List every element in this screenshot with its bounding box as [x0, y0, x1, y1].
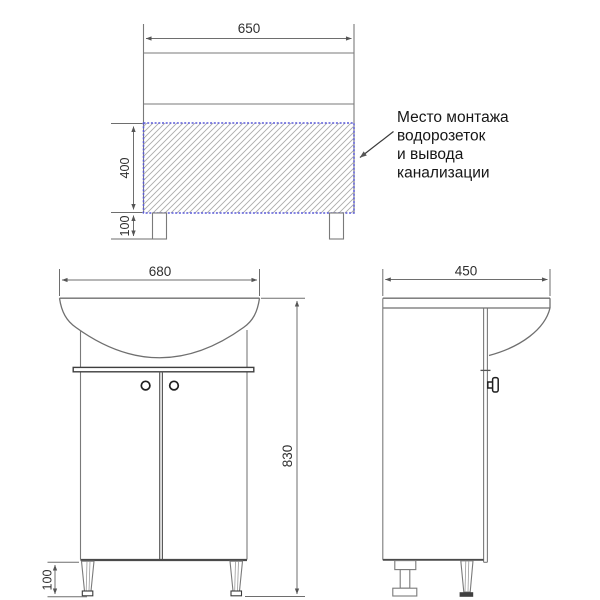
annotation-line-1: Место монтажа	[397, 109, 509, 126]
dim-installation-width	[146, 21, 352, 39]
dim-front-width	[60, 264, 260, 296]
dim-front-height	[245, 298, 305, 596]
cabinet-side	[383, 298, 491, 562]
front-leg-right	[230, 561, 243, 596]
dim-label-400: 400	[118, 157, 132, 179]
installation-leg-left	[153, 213, 167, 239]
washbasin-side-curve	[489, 308, 550, 356]
side-leg-front	[460, 561, 474, 597]
dim-label-680: 680	[148, 264, 172, 279]
front-rail	[73, 367, 254, 371]
washbasin-front	[60, 298, 260, 358]
dim-label-830: 830	[280, 444, 295, 468]
dim-label-450: 450	[454, 263, 478, 279]
door-knob-right	[170, 381, 179, 390]
counter-side	[383, 298, 550, 355]
annotation-line-2: водорозеток	[397, 127, 486, 145]
dim-side-depth	[383, 264, 550, 297]
dim-installation-zone-height	[111, 124, 143, 213]
annotation-text	[397, 109, 509, 182]
door-knob-left	[141, 381, 150, 390]
dim-installation-leg-height	[111, 216, 152, 240]
side-view	[383, 264, 550, 597]
leader-arrow	[360, 132, 394, 158]
side-leg-back	[393, 561, 417, 596]
dim-front-leg-height	[41, 562, 88, 597]
door-knob-side	[488, 378, 498, 392]
annotation-line-4: канализации	[397, 164, 490, 182]
annotation-line-3: и вывода	[397, 146, 464, 163]
cabinet-front	[73, 330, 254, 560]
plumbing-zone-hatch	[144, 123, 355, 213]
dim-label-650: 650	[237, 21, 261, 36]
dim-label-100-top: 100	[118, 215, 132, 237]
installation-leg-right	[330, 213, 344, 239]
dim-label-100-front: 100	[40, 569, 55, 591]
front-leg-left	[82, 561, 95, 596]
front-view	[41, 264, 306, 597]
installation-view	[111, 21, 394, 239]
